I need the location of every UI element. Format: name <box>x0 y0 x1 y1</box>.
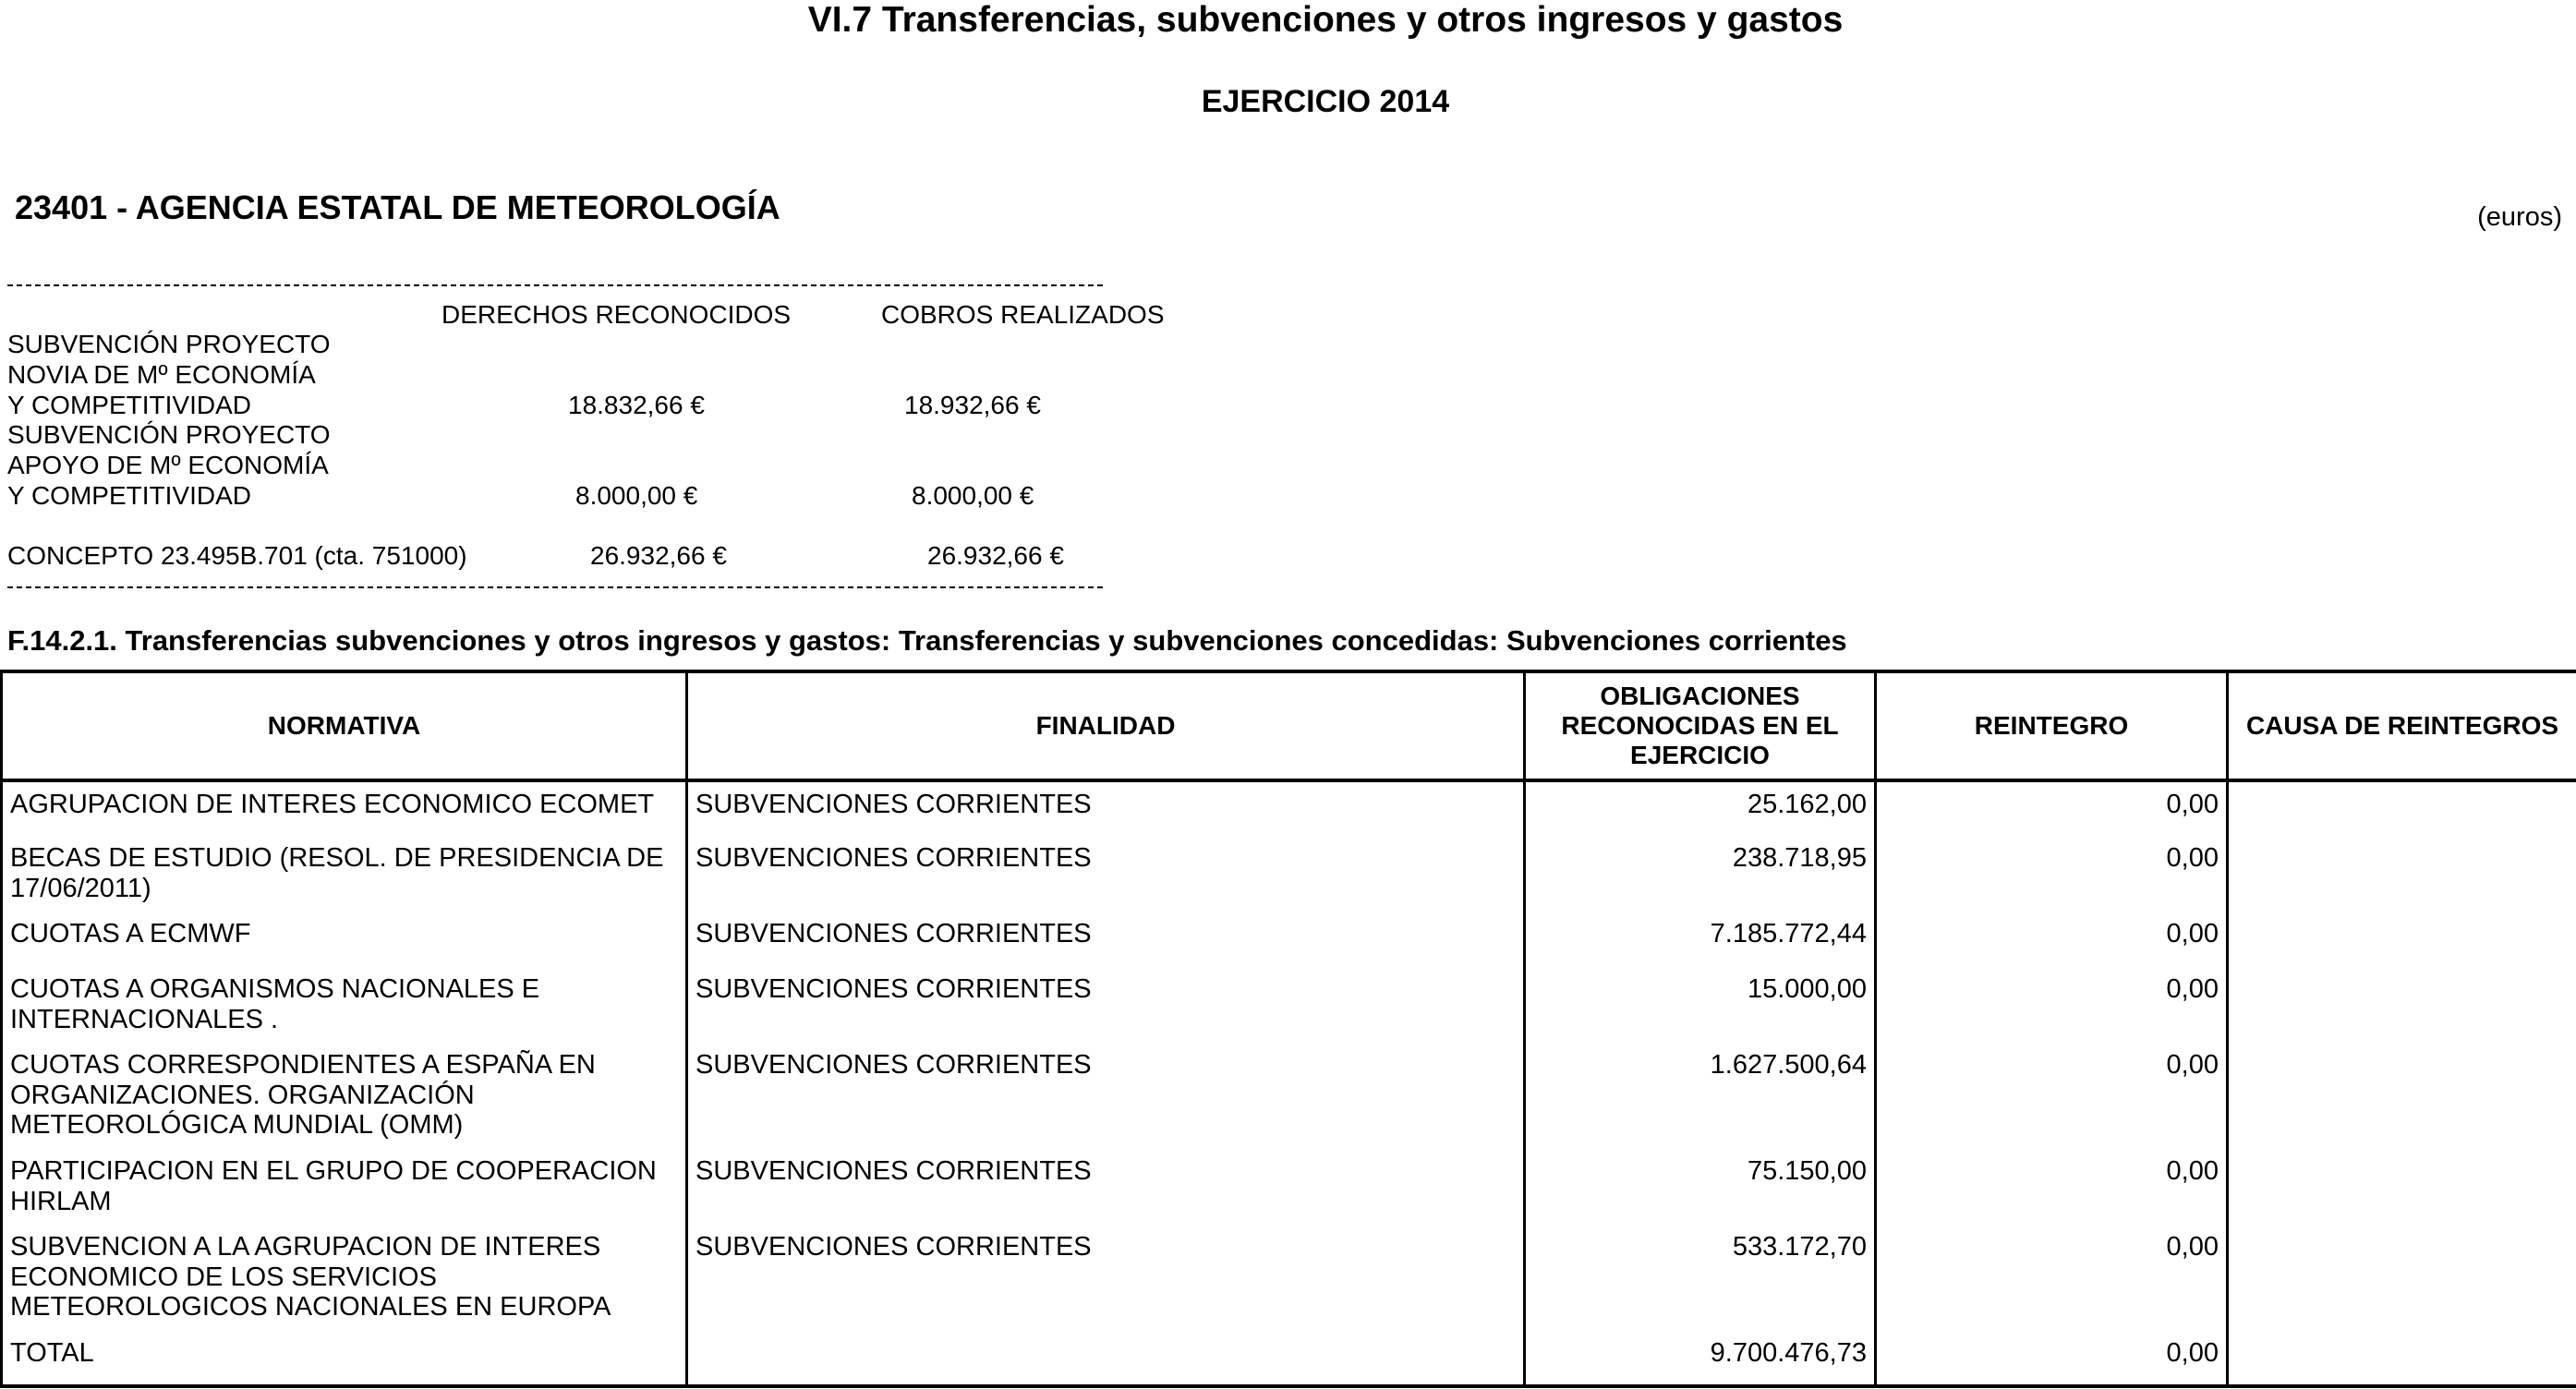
summary-item2-line2: APOYO DE Mº ECONOMÍA <box>7 451 329 480</box>
cell-causa <box>2228 912 2576 967</box>
header-causa: CAUSA DE REINTEGROS <box>2228 671 2576 780</box>
cell-normativa <box>2 1225 687 1331</box>
table-total-row <box>2 1331 2576 1386</box>
normativa-line: ECONOMICO DE LOS SERVICIOS <box>10 1262 437 1292</box>
table-row <box>2 780 2576 836</box>
cell-finalidad: SUBVENCIONES CORRIENTES <box>687 912 1525 967</box>
cell-obligaciones: 238.718,95 <box>1525 836 1876 912</box>
cell-finalidad: SUBVENCIONES CORRIENTES <box>687 836 1525 912</box>
table-row <box>2 912 2576 967</box>
normativa-line: HIRLAM <box>10 1186 112 1216</box>
header-reintegro: REINTEGRO <box>1876 671 2228 780</box>
total-reintegro: 0,00 <box>1876 1331 2228 1386</box>
cell-causa <box>2228 1043 2576 1149</box>
header-obligaciones-line3: EJERCICIO <box>1630 741 1770 769</box>
table-header-row <box>2 671 2576 780</box>
cell-causa <box>2228 836 2576 912</box>
cell-finalidad: SUBVENCIONES CORRIENTES <box>687 1225 1525 1331</box>
normativa-line: METEOROLÓGICA MUNDIAL (OMM) <box>10 1110 464 1140</box>
cell-reintegro: 0,00 <box>1876 1225 2228 1331</box>
entity-name: 23401 - AGENCIA ESTATAL DE METEOROLOGÍA <box>15 188 780 226</box>
cell-normativa <box>2 912 687 967</box>
normativa-line: METEOROLOGICOS NACIONALES EN EUROPA <box>10 1292 611 1322</box>
cell-finalidad: SUBVENCIONES CORRIENTES <box>687 780 1525 836</box>
normativa-line: ORGANIZACIONES. ORGANIZACIÓN <box>10 1080 475 1110</box>
fiscal-year: EJERCICIO 2014 <box>1201 84 1450 119</box>
header-normativa: NORMATIVA <box>2 671 687 780</box>
cell-finalidad: SUBVENCIONES CORRIENTES <box>687 1043 1525 1149</box>
cell-causa <box>2228 967 2576 1043</box>
cell-finalidad: SUBVENCIONES CORRIENTES <box>687 1149 1525 1225</box>
cell-reintegro: 0,00 <box>1876 912 2228 967</box>
table-row <box>2 836 2576 912</box>
header-obligaciones-line1: OBLIGACIONES <box>1600 682 1800 710</box>
header-obligaciones <box>1525 671 1876 780</box>
table-row <box>2 1149 2576 1225</box>
total-label: TOTAL <box>2 1331 687 1386</box>
normativa-line: PARTICIPACION EN EL GRUPO DE COOPERACION <box>10 1156 657 1186</box>
normativa-line: CUOTAS CORRESPONDIENTES A ESPAÑA EN <box>10 1050 596 1080</box>
normativa-line: CUOTAS A ORGANISMOS NACIONALES E <box>10 974 540 1004</box>
cell-normativa <box>2 967 687 1043</box>
summary-item1-cobros: 18.932,66 € <box>904 390 1041 419</box>
normativa-line: INTERNACIONALES . <box>10 1004 279 1034</box>
table-row <box>2 1225 2576 1331</box>
table-row <box>2 1043 2576 1149</box>
summary-total-label: CONCEPTO 23.495B.701 (cta. 751000) <box>7 541 467 571</box>
cell-reintegro: 0,00 <box>1876 1043 2228 1149</box>
normativa-line: SUBVENCION A LA AGRUPACION DE INTERES <box>10 1232 601 1262</box>
section-title: F.14.2.1. Transferencias subvenciones y otros ingresos y gastos: Transferencias y subvenciones concedidas: Subvenciones corrientes <box>7 624 1847 657</box>
cell-reintegro: 0,00 <box>1876 836 2228 912</box>
total-causa <box>2228 1331 2576 1386</box>
summary-item2-derechos: 8.000,00 € <box>575 480 698 510</box>
total-obligaciones: 9.700.476,73 <box>1525 1331 1876 1386</box>
cell-causa <box>2228 1149 2576 1225</box>
currency-note: (euros) <box>2477 202 2562 232</box>
total-finalidad <box>687 1331 1525 1386</box>
cell-causa <box>2228 780 2576 836</box>
summary-item2-line3: Y COMPETITIVIDAD <box>7 480 251 510</box>
cell-obligaciones: 15.000,00 <box>1525 967 1876 1043</box>
subsidies-table <box>0 670 2576 1388</box>
cell-obligaciones: 25.162,00 <box>1525 780 1876 836</box>
cell-reintegro: 0,00 <box>1876 1149 2228 1225</box>
cell-normativa <box>2 1149 687 1225</box>
page-title: VI.7 Transferencias, subvenciones y otros ingresos y gastos <box>807 0 1844 40</box>
summary-item2-line1: SUBVENCIÓN PROYECTO <box>7 420 331 450</box>
cell-normativa <box>2 780 687 836</box>
header-finalidad: FINALIDAD <box>687 671 1525 780</box>
normativa-line: 17/06/2011) <box>10 873 151 903</box>
summary-item1-line3: Y COMPETITIVIDAD <box>7 390 251 419</box>
summary-item1-line2: NOVIA DE Mº ECONOMÍA <box>7 360 316 390</box>
summary-header-derechos: DERECHOS RECONOCIDOS <box>441 299 792 329</box>
normativa-line: BECAS DE ESTUDIO (RESOL. DE PRESIDENCIA DE <box>10 843 664 873</box>
cell-obligaciones: 7.185.772,44 <box>1525 912 1876 967</box>
summary-item2-cobros: 8.000,00 € <box>912 480 1034 510</box>
cell-obligaciones: 533.172,70 <box>1525 1225 1876 1331</box>
summary-total-cobros: 26.932,66 € <box>927 541 1064 571</box>
summary-total-derechos: 26.932,66 € <box>590 541 727 571</box>
cell-reintegro: 0,00 <box>1876 967 2228 1043</box>
cell-obligaciones: 75.150,00 <box>1525 1149 1876 1225</box>
summary-item1-line1: SUBVENCIÓN PROYECTO <box>7 330 331 359</box>
summary-header-cobros: COBROS REALIZADOS <box>881 299 1165 329</box>
normativa-line: CUOTAS A ECMWF <box>10 919 251 948</box>
cell-causa <box>2228 1225 2576 1331</box>
cell-normativa <box>2 836 687 912</box>
header-obligaciones-line2: RECONOCIDAS EN EL <box>1561 711 1839 740</box>
cell-obligaciones: 1.627.500,64 <box>1525 1043 1876 1149</box>
cell-normativa <box>2 1043 687 1149</box>
cell-reintegro: 0,00 <box>1876 780 2228 836</box>
cell-finalidad: SUBVENCIONES CORRIENTES <box>687 967 1525 1043</box>
normativa-line: AGRUPACION DE INTERES ECONOMICO ECOMET <box>10 790 655 819</box>
summary-item1-derechos: 18.832,66 € <box>568 390 705 419</box>
table-row <box>2 967 2576 1043</box>
